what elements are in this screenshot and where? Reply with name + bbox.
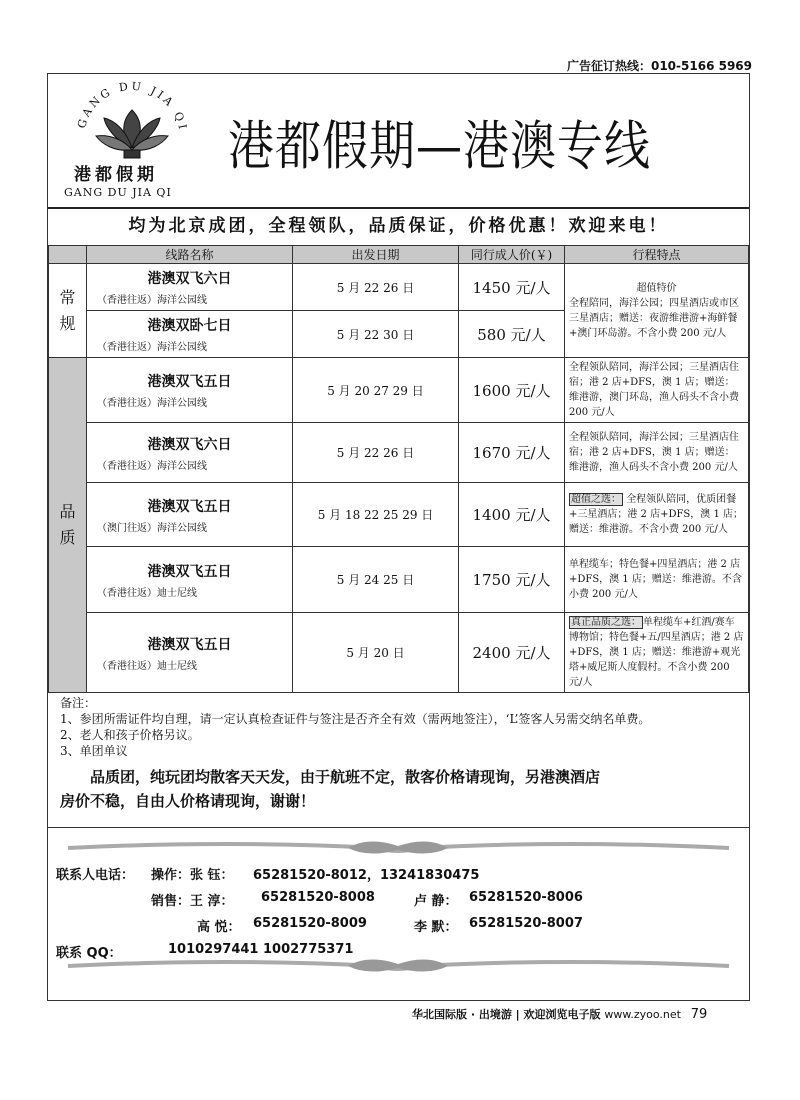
route-name-cell (87, 264, 293, 311)
route-name: 港澳双飞五日 (147, 636, 232, 653)
route-name-cell (87, 358, 293, 423)
header (48, 74, 749, 209)
note-item: 1、参团所需证件均自理，请一定认真检查证件与签注是否齐全有效（需两地签注），‘L’签客人另需交纳名单费。 (60, 712, 651, 726)
feature-text: 全程领队陪同，优质团餐+三星酒店；港 2 店+DFS，澳 1 店；赠送：维港游。不含小费 200 元/人 (569, 494, 744, 535)
route-price: 1400 元/人 (459, 483, 565, 547)
table-row (49, 423, 749, 483)
contact-li-phone: 65281520-8007 (469, 916, 583, 931)
route-name-cell (87, 547, 293, 613)
contact-op-label: 操作：张 钰： (151, 868, 234, 883)
header-features: 行程特点 (565, 246, 749, 264)
route-name-cell (87, 423, 293, 483)
feature-text: 全程领队陪同，海洋公园；三星酒店住宿；港 2 店+DFS，澳 1 店；赠送：维港游，澳门环岛，渔人码头不含小费 200 元/人 (569, 362, 739, 418)
route-sub: （香港往返）迪士尼线 (97, 660, 197, 672)
route-price: 2400 元/人 (459, 613, 565, 693)
category-quality: 品 质 (49, 358, 87, 693)
contact-qq-numbers: 1010297441 1002775371 (168, 942, 354, 957)
page-frame (47, 73, 750, 1001)
route-sub: （香港往返）海洋公园线 (97, 398, 207, 409)
feature-title: 超值特价 (636, 282, 677, 294)
footer-brand: 华北国际版 · 出境游 | 欢迎浏览电子版 (412, 1008, 601, 1021)
page-number: 79 (690, 1007, 708, 1022)
route-price: 1750 元/人 (459, 547, 565, 613)
route-sub: （香港往返）迪士尼线 (97, 587, 197, 599)
note-item: 3、单团单议 (60, 744, 128, 758)
route-dates: 5 月 22 30 日 (293, 311, 459, 358)
route-name-cell (87, 311, 293, 358)
routes-table (48, 245, 749, 693)
feature-tag: 真正品质之选： (571, 617, 641, 628)
logo-en-text: GANG DU JIA QI (64, 186, 172, 199)
ornament-divider-top (48, 836, 749, 860)
note-item: 2、老人和孩子价格另议。 (60, 728, 200, 742)
ad-hotline: 广告征订热线：010-5166 5969 (566, 59, 752, 73)
contact-sales-label: 销售：王 淳： (151, 894, 234, 909)
contact-op-phone: 65281520-8012，13241830475 (253, 868, 480, 883)
route-dates: 5 月 20 日 (293, 613, 459, 693)
route-name-cell (87, 483, 293, 547)
contact-qq-label: 联系 QQ： (56, 946, 122, 961)
contact-label: 联系人电话： (56, 868, 135, 883)
route-name-cell (87, 613, 293, 693)
feature-text: 全程陪同，海洋公园；四星酒店或市区三星酒店；赠送：夜游维港游+海鲜餐+澳门环岛游。不含小费 200 元/人 (569, 297, 739, 339)
contact-gao-label: 高 悦： (197, 920, 241, 935)
contact-gao-phone: 65281520-8009 (253, 916, 367, 931)
route-features (565, 483, 749, 547)
contact-lu-label: 卢 静： (414, 894, 458, 909)
route-price: 1670 元/人 (459, 423, 565, 483)
route-name: 港澳双飞五日 (147, 563, 232, 580)
route-sub: （香港往返）海洋公园线 (97, 295, 207, 306)
route-features (565, 358, 749, 423)
route-price: 580 元/人 (459, 311, 565, 358)
logo-cn-text: 港都假期 (74, 165, 158, 185)
route-name: 港澳双飞五日 (147, 374, 232, 390)
route-name: 港澳双飞五日 (147, 498, 232, 515)
category-regular: 常 规 (49, 264, 87, 358)
route-dates: 5 月 18 22 25 29 日 (293, 483, 459, 547)
notes-title: 备注： (60, 696, 97, 710)
feature-text: 单程缆车+红酒/赛车博物馆；特色餐+五/四星酒店；港 2 店+DFS，澳 1 店；赠送：维港游+观光塔+威尼斯人度假村。不含小费 200 元/人 (569, 617, 744, 688)
route-dates: 5 月 22 26 日 (293, 423, 459, 483)
page-footer (412, 1006, 707, 1022)
route-features-regular (565, 264, 749, 358)
route-name: 港澳双卧七日 (147, 318, 232, 334)
footer-url[interactable]: www.zyoo.net (604, 1008, 681, 1021)
route-name: 港澳双飞六日 (147, 271, 232, 287)
header-dates: 出发日期 (293, 246, 459, 264)
route-dates: 5 月 20 27 29 日 (293, 358, 459, 423)
route-price: 1450 元/人 (459, 264, 565, 311)
route-price: 1600 元/人 (459, 358, 565, 423)
notes-section (60, 695, 740, 813)
feature-tag: 超值之选： (571, 494, 621, 505)
notes-highlight-1: 品质团，纯玩团均散客天天发，由于航班不定，散客价格请现询，另港澳酒店 (90, 768, 601, 786)
notes-highlight-2: 房价不稳，自由人价格请现询，谢谢！ (60, 792, 316, 810)
route-dates: 5 月 24 25 日 (293, 547, 459, 613)
feature-text: 全程领队陪同，海洋公园；三星酒店住宿；港 2 店+DFS，澳 1 店；赠送：维港游，渔人码头不含小费 200 元/人 (569, 432, 739, 473)
table-row (49, 613, 749, 693)
page-title: 港都假期—港澳专线 (228, 114, 651, 177)
route-sub: （香港往返）海洋公园线 (97, 342, 207, 353)
logo-ring-text: GANG DU JIA QI (74, 80, 190, 133)
header-price: 同行成人价(￥) (459, 246, 565, 264)
feature-text: 单程缆车；特色餐+四星酒店；港 2 店+DFS，澳 1 店；赠送：维港游。不含小费 200 元/人 (569, 559, 742, 600)
table-header-row (49, 246, 749, 264)
route-features (565, 423, 749, 483)
table-row (49, 264, 749, 311)
contact-sales-phone: 65281520-8008 (261, 890, 375, 905)
route-name: 港澳双飞六日 (147, 436, 232, 453)
table-row (49, 547, 749, 613)
table-row (49, 358, 749, 423)
contact-li-label: 李 默： (414, 920, 458, 935)
route-sub: （澳门往返）海洋公园线 (97, 522, 207, 534)
header-blank (49, 246, 87, 264)
route-sub: （香港往返）海洋公园线 (97, 460, 207, 472)
route-features (565, 547, 749, 613)
header-route: 线路名称 (87, 246, 293, 264)
contact-lu-phone: 65281520-8006 (469, 890, 583, 905)
route-features (565, 613, 749, 693)
route-dates: 5 月 22 26 日 (293, 264, 459, 311)
notes-divider (48, 827, 749, 828)
slogan: 均为北京成团，全程领队，品质保证，价格优惠！欢迎来电！ (128, 216, 669, 236)
ornament-divider-bottom (48, 954, 749, 978)
table-row (49, 483, 749, 547)
